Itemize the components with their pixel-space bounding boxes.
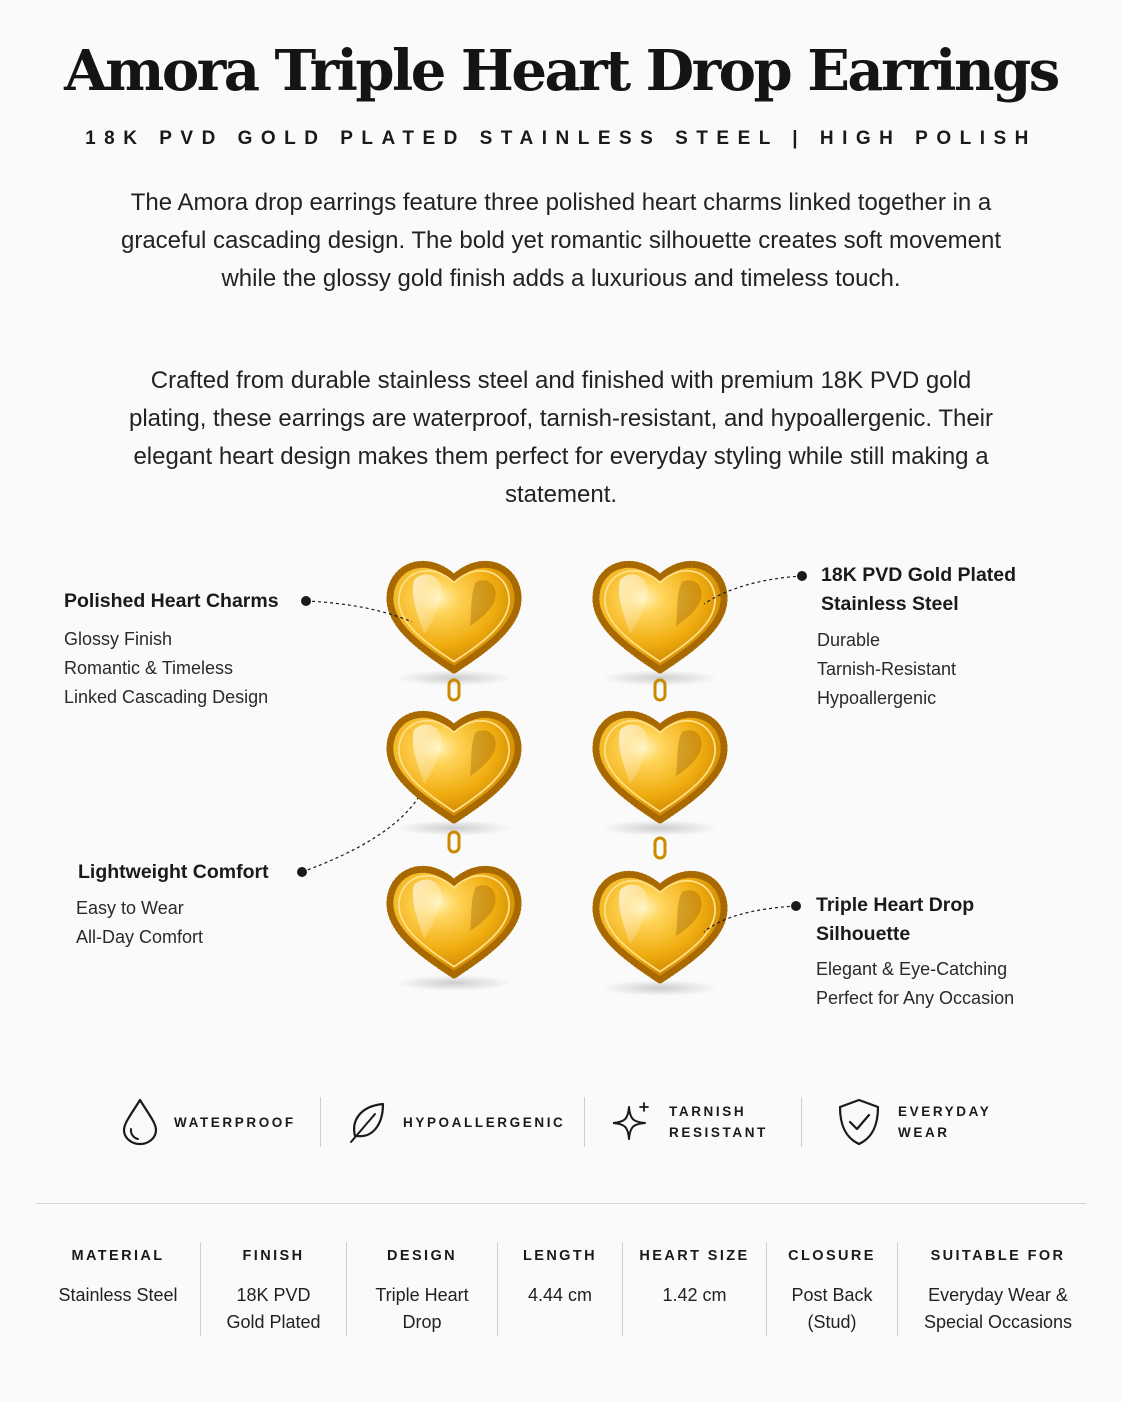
leader-line-bottom-left <box>302 798 418 872</box>
feature-everyday-wear <box>802 1092 1030 1152</box>
page-subtitle: 18K PVD GOLD PLATED STAINLESS STEEL | HIGH POLISH <box>85 128 1037 149</box>
spec-suitable-for <box>898 1240 1098 1336</box>
page-title: Amora Triple Heart Drop Earrings <box>64 38 1058 104</box>
callout-title-lightweight-comfort: Lightweight Comfort <box>78 861 269 883</box>
callout-list-polished-heart-charms <box>64 625 268 712</box>
chain-link <box>655 838 665 858</box>
callout-list-item: Romantic & Timeless <box>64 658 234 678</box>
spec-header: FINISH <box>242 1248 305 1264</box>
shield-check-icon <box>836 1096 882 1148</box>
callout-title-line: Triple Heart Drop <box>816 894 975 916</box>
callout-list-item: Easy to Wear <box>76 898 184 918</box>
callout-title-line: Stainless Steel <box>821 593 959 615</box>
feature-label: TARNISH <box>669 1104 747 1119</box>
feature-label: EVERYDAY <box>898 1104 992 1119</box>
spec-material <box>36 1240 200 1309</box>
left-earring <box>390 564 518 991</box>
spec-value: Triple Heart <box>375 1285 469 1305</box>
heart-charm <box>596 874 724 996</box>
spec-value: 18K PVD <box>236 1285 311 1305</box>
callout-list-item: Elegant & Eye-Catching <box>816 959 1008 979</box>
heart-charm <box>390 714 518 836</box>
callout-list-item: Tarnish-Resistant <box>817 659 957 679</box>
callout-list-item: Perfect for Any Occasion <box>816 988 1015 1008</box>
callout-list-item: Linked Cascading Design <box>64 687 269 707</box>
heart-charm <box>596 564 724 686</box>
feature-waterproof <box>100 1092 320 1152</box>
callout-title-triple-heart-drop <box>816 891 974 949</box>
callout-list-triple-heart-drop <box>816 955 1014 1013</box>
spec-header: CLOSURE <box>788 1248 876 1264</box>
callout-title-gold-plated <box>821 561 1016 619</box>
callout-title-line: 18K PVD Gold Plated <box>821 564 1017 586</box>
right-earring <box>596 564 724 996</box>
sparkle-icon <box>613 1101 653 1143</box>
feature-label: WATERPROOF <box>174 1114 296 1130</box>
spec-header: LENGTH <box>522 1248 597 1264</box>
heart-charm <box>390 869 518 991</box>
callout-list-item: Durable <box>817 630 881 650</box>
callout-title-line: Silhouette <box>816 923 911 945</box>
leader-dot <box>297 867 307 877</box>
spec-header: SUITABLE FOR <box>930 1248 1066 1264</box>
feature-badges <box>100 1082 1030 1162</box>
spec-finish <box>201 1240 346 1336</box>
spec-value: (Stud) <box>807 1312 857 1332</box>
leader-dot <box>791 901 801 911</box>
feature-label: WEAR <box>898 1125 950 1140</box>
callout-list-gold-plated <box>817 626 956 713</box>
specs-table <box>36 1240 1096 1340</box>
callout-list-lightweight-comfort <box>76 894 203 952</box>
spec-header: HEART SIZE <box>639 1248 750 1264</box>
heart-charm <box>596 714 724 836</box>
spec-value: Stainless Steel <box>58 1285 178 1305</box>
leaf-icon <box>347 1100 387 1144</box>
spec-value: Special Occasions <box>923 1312 1073 1332</box>
spec-value: Everyday Wear & <box>928 1285 1068 1305</box>
heart-charm <box>390 564 518 686</box>
description-paragraph-1: The Amora drop earrings feature three polished heart charms linked together in a graceful cascading design. The bold yet romantic silhouette creates soft movement while the glossy gold finish adds a luxurious and timeless touch. <box>120 189 1002 292</box>
spec-value: 1.42 cm <box>662 1285 727 1305</box>
feature-label: RESISTANT <box>669 1125 768 1140</box>
spec-design <box>347 1240 497 1336</box>
callout-title-polished-heart-charms: Polished Heart Charms <box>64 590 279 612</box>
spec-closure <box>767 1240 897 1336</box>
spec-heart-size <box>623 1240 766 1309</box>
callout-list-item: Glossy Finish <box>64 629 173 649</box>
callout-list-item: All-Day Comfort <box>76 927 204 947</box>
feature-tarnish-resistant <box>585 1092 801 1152</box>
feature-hypoallergenic <box>321 1092 584 1152</box>
callout-list-item: Hypoallergenic <box>817 688 937 708</box>
leader-dot <box>797 571 807 581</box>
leader-dot <box>301 596 311 606</box>
spec-header: MATERIAL <box>71 1248 165 1264</box>
spec-value: 4.44 cm <box>527 1285 593 1305</box>
feature-label: HYPOALLERGENIC <box>403 1114 566 1130</box>
water-drop-icon <box>120 1097 160 1147</box>
spec-value: Drop <box>402 1312 442 1332</box>
spec-length <box>498 1240 622 1309</box>
spec-value: Post Back <box>791 1285 873 1305</box>
spec-value: Gold Plated <box>226 1312 321 1332</box>
description-paragraph-2: Crafted from durable stainless steel and finished with premium 18K PVD gold plating, these earrings are waterproof, tarnish-resistant, and hypoallergenic. Their elegant heart design makes them perfect for everyday styling while still making a statement. <box>128 367 994 508</box>
section-divider <box>36 1203 1086 1204</box>
spec-header: DESIGN <box>387 1248 457 1264</box>
